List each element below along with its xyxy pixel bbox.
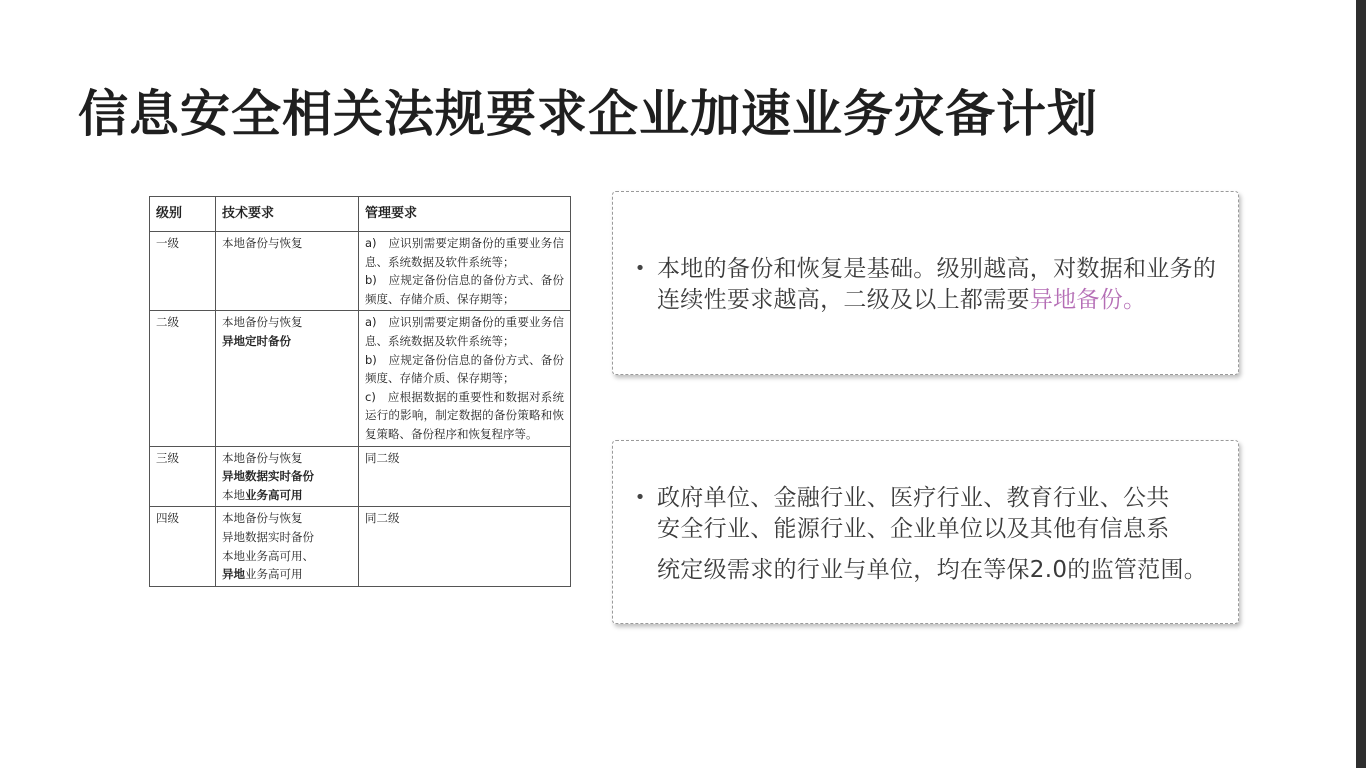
table-header-row [150,197,571,232]
table-row [150,446,571,507]
mgmt-item: a) 应识别需要定期备份的重要业务信息、系统数据及软件系统等； [365,236,564,269]
table-row [150,311,571,446]
mgmt-item: b) 应规定备份信息的备份方式、备份频度、存储介质、保存期等； [365,273,564,306]
tech-line-bold: 异地数据实时备份 [222,469,314,484]
mgmt-item: c) 应根据数据的重要性和数据对系统运行的影响，制定数据的备份策略和恢复策略、备份程序和恢复程序等。 [365,389,564,441]
page-title: 信息安全相关法规要求企业加速业务灾备计划 [78,85,1098,143]
mgmt-cell [359,507,571,586]
tech-line-part: 本地 [222,487,245,502]
mgmt-item: a) 应识别需要定期备份的重要业务信息、系统数据及软件系统等； [365,315,564,348]
mgmt-cell [359,232,571,311]
tech-line: 本地备份与恢复 [222,315,303,330]
tech-line-bold: 异地定时备份 [222,333,291,348]
mgmt-cell [359,311,571,446]
tech-line: 本地备份与恢复 [222,450,303,465]
mgmt-item: 同二级 [365,511,400,526]
tech-line-mixed [222,486,352,505]
tech-line-part: 业务高可用 [245,567,303,582]
info-card-backup [612,191,1239,375]
right-edge-strip [1356,0,1366,768]
tech-line: 本地业务高可用、 [222,548,314,563]
header-mgmt: 管理要求 [359,197,571,232]
info-card-scope [612,440,1239,624]
bullet-line: 政府单位、金融行业、医疗行业、教育行业、公共 [657,485,1170,511]
bullet-text [657,483,1207,586]
level-cell: 一级 [150,232,216,311]
tech-line: 本地备份与恢复 [222,511,303,526]
bullet-line: 统定级需求的行业与单位，均在等保2.0的监管范围。 [657,557,1208,583]
bullet-item [623,483,1224,586]
tech-line: 本地备份与恢复 [222,236,303,250]
table-row [150,507,571,586]
mgmt-cell [359,446,571,507]
level-cell: 三级 [150,446,216,507]
requirements-table [149,196,571,587]
bullet-item [623,254,1224,316]
table-row [150,232,571,311]
header-tech: 技术要求 [216,197,359,232]
header-level: 级别 [150,197,216,232]
bullet-text-main: 本地的备份和恢复是基础。级别越高，对数据和业务的连续性要求越高，二级及以上都需要 [657,256,1217,313]
tech-line: 异地数据实时备份 [222,529,314,544]
bullet-text-highlight: 异地备份。 [1029,287,1147,313]
bullet-text [657,254,1224,316]
tech-cell [216,311,359,446]
bullet-icon: • [634,487,646,508]
level-cell: 四级 [150,507,216,586]
tech-cell [216,232,359,311]
mgmt-item: 同二级 [365,450,400,465]
tech-line-mixed [222,565,352,584]
mgmt-item: b) 应规定备份信息的备份方式、备份频度、存储介质、保存期等； [365,352,564,386]
bullet-icon: • [634,258,646,279]
bullet-line: 安全行业、能源行业、企业单位以及其他有信息系 [657,516,1170,542]
requirements-table-image [149,196,570,587]
level-cell: 二级 [150,311,216,446]
tech-line-part-bold: 业务高可用 [245,487,303,502]
tech-line-part-bold: 异地 [222,567,245,582]
tech-cell [216,507,359,586]
tech-cell [216,446,359,507]
